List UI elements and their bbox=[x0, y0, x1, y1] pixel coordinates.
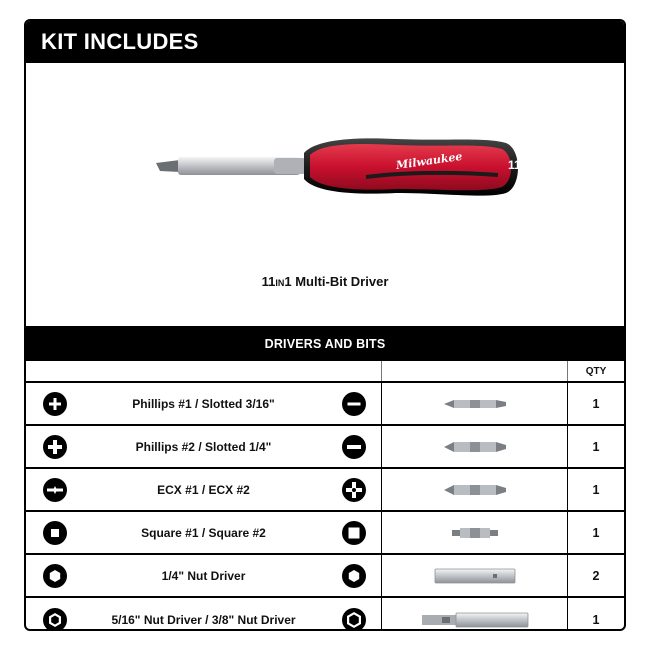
qty-header: QTY bbox=[585, 365, 607, 377]
hex-outline-icon bbox=[42, 607, 68, 632]
nut-driver-icon bbox=[433, 566, 517, 586]
brand-logo: Milwaukee bbox=[395, 149, 464, 173]
row-label: 5/16" Nut Driver / 3/8" Nut Driver bbox=[111, 612, 296, 627]
bit-tip-icon bbox=[156, 160, 180, 172]
row-qty: 1 bbox=[592, 482, 600, 497]
phillips-icon bbox=[42, 434, 68, 460]
row-qty: 1 bbox=[592, 396, 600, 411]
square-icon bbox=[341, 520, 367, 546]
table-row bbox=[26, 426, 624, 469]
row-label: ECX #1 / ECX #2 bbox=[157, 482, 250, 497]
ecx-icon bbox=[341, 477, 367, 503]
table-row bbox=[26, 383, 624, 426]
ecx-icon bbox=[42, 477, 68, 503]
table-row bbox=[26, 598, 624, 631]
hex-icon bbox=[42, 563, 68, 589]
kit-card bbox=[24, 19, 626, 631]
phillips-icon bbox=[42, 391, 68, 417]
svg-text:11: 11 bbox=[508, 158, 521, 172]
slotted-icon bbox=[341, 434, 367, 460]
product-area bbox=[26, 63, 624, 327]
row-label: Phillips #1 / Slotted 3/16" bbox=[132, 396, 275, 411]
square-icon bbox=[42, 520, 68, 546]
row-label: 1/4" Nut Driver bbox=[161, 568, 246, 583]
product-caption: 11IN1 Multi-Bit Driver bbox=[261, 274, 389, 289]
kit-includes-header: KIT INCLUDES bbox=[26, 21, 624, 63]
hex-icon bbox=[341, 563, 367, 589]
drivers-and-bits-header: DRIVERS AND BITS bbox=[26, 327, 624, 361]
double-ended-bit-icon bbox=[442, 397, 508, 411]
row-qty: 1 bbox=[592, 525, 600, 540]
column-header-row bbox=[26, 361, 624, 383]
row-qty: 1 bbox=[592, 612, 600, 627]
table-row bbox=[26, 555, 624, 598]
table-row bbox=[26, 512, 624, 555]
double-ended-bit-icon bbox=[442, 482, 508, 498]
slotted-icon bbox=[341, 391, 367, 417]
table-row bbox=[26, 469, 624, 512]
nut-driver-long-icon bbox=[420, 610, 530, 630]
row-label: Square #1 / Square #2 bbox=[141, 525, 266, 540]
row-label: Phillips #2 / Slotted 1/4" bbox=[135, 439, 272, 454]
multi-bit-driver-image bbox=[146, 133, 526, 213]
double-ended-bit-icon bbox=[442, 439, 508, 455]
double-ended-bit-icon bbox=[450, 525, 500, 541]
row-qty: 2 bbox=[592, 568, 600, 583]
row-qty: 1 bbox=[592, 439, 600, 454]
hex-outline-icon bbox=[341, 607, 367, 632]
